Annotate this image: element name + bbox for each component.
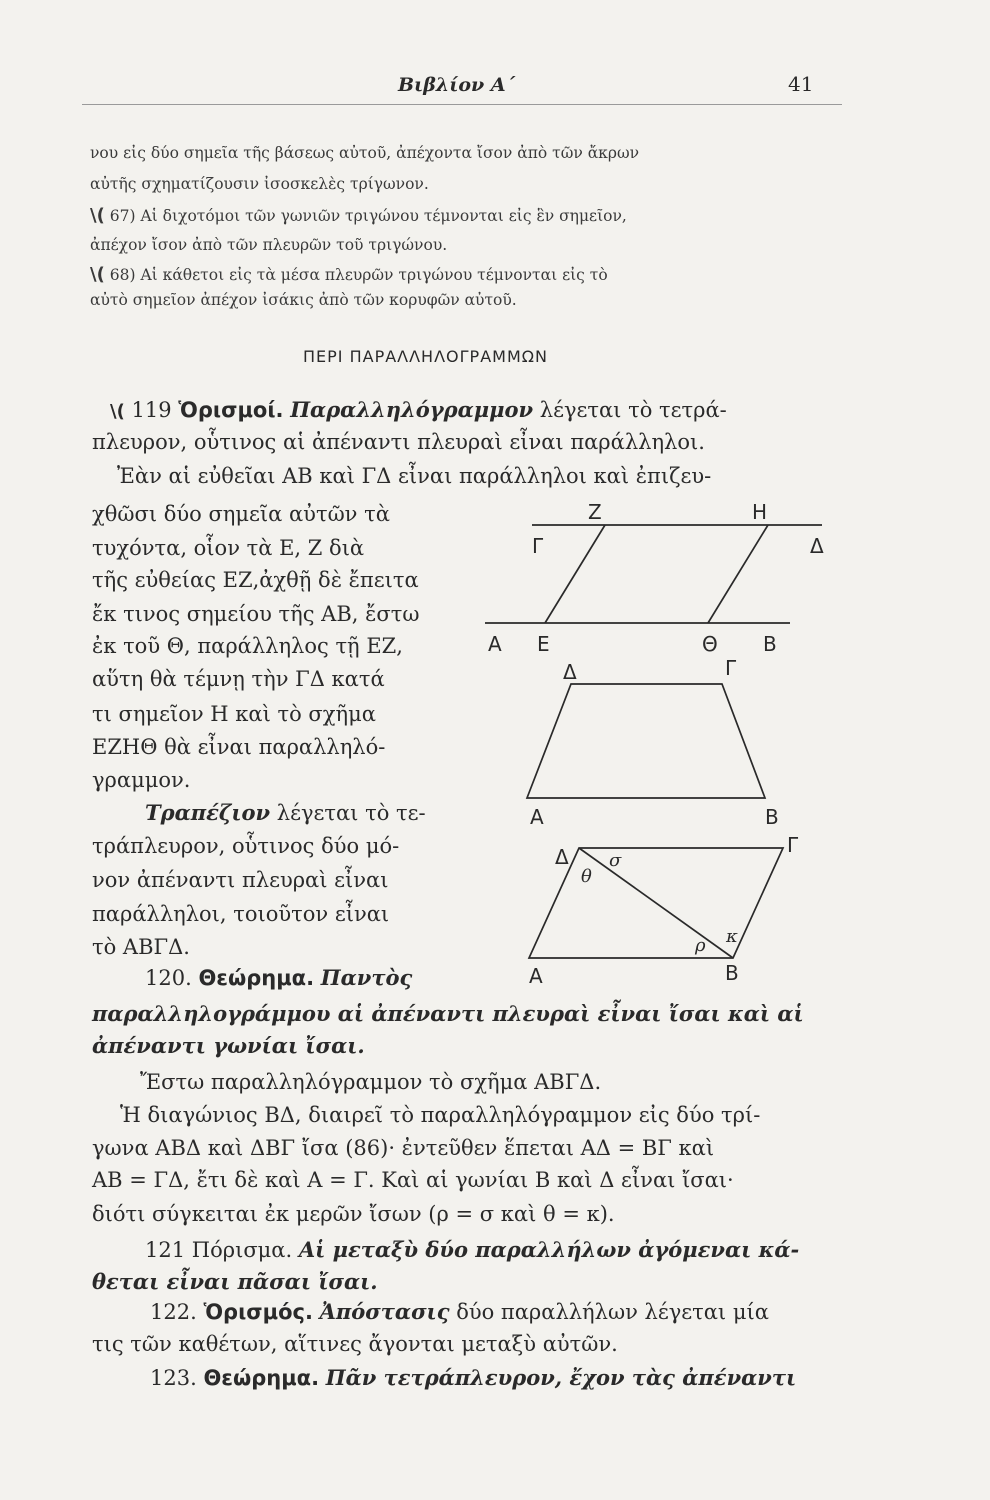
label-A: Α (488, 632, 502, 656)
exercise-line: ἀπέχον ἴσον ἀπὸ τῶν πλευρῶν τοῦ τριγώνου. (90, 236, 448, 254)
exercise-line: αὐτὸ σημεῖον ἀπέχον ἰσάκις ἀπὸ τῶν κορυφῶν αὐτοῦ. (90, 291, 517, 309)
text-line: τῆς εὐθείας ΕΖ,ἀχθῇ δὲ ἔπειτα (92, 568, 419, 592)
proof-line: Ἡ διαγώνιος ΒΔ, διαιρεῖ τὸ παραλληλόγραμμον εἰς δύο τρί- (120, 1103, 761, 1127)
figure-parallelogram-construction (470, 495, 840, 665)
handwritten-check-mark: \( (90, 264, 105, 285)
text-line: τις τῶν καθέτων, αἵτινες ἄγονται μεταξὺ αὐτῶν. (92, 1332, 618, 1356)
text-line: τράπλευρον, οὗτινος δύο μό- (92, 834, 400, 858)
diagonal-BD (579, 848, 733, 958)
definition-122: 122. Ὁρισμός. Ἀπόστασις δύο παραλλήλων λέγεται μία (150, 1299, 769, 1324)
text-line: γραμμον. (92, 768, 191, 792)
running-header: Βιβλίον Α΄ (398, 74, 516, 96)
proof-line: ΑΒ = ΓΔ, ἔτι δὲ καὶ Α = Γ. Καὶ αἱ γωνίαι Β καὶ Δ εἶναι ἴσαι· (92, 1168, 734, 1192)
label-Gamma: Γ (532, 534, 544, 558)
section-title: ΠΕΡΙ ΠΑΡΑΛΛΗΛΟΓΡΑΜΜΩΝ (303, 347, 548, 366)
figure-parallelogram-diagonal (515, 830, 815, 990)
trapezoid-ABGD (527, 684, 765, 798)
text-line: τι σημεῖον Η καὶ τὸ σχῆμα (92, 702, 376, 726)
segment-EZ (545, 525, 605, 623)
text-line: τυχόντα, οἷον τὰ Ε, Ζ διὰ (92, 536, 365, 560)
proof-line: Ἔστω παραλληλόγραμμον τὸ σχῆμα ΑΒΓΔ. (140, 1070, 602, 1094)
angle-theta: θ (581, 866, 592, 887)
theorem-statement: ἀπέναντι γωνίαι ἴσαι. (92, 1033, 365, 1058)
handwritten-check-mark: \( (110, 401, 125, 422)
label-Z: Z (588, 500, 602, 524)
exercise-line: αὐτῆς σχηματίζουσιν ἰσοσκελὲς τρίγωνον. (90, 175, 429, 193)
label-Delta: Δ (555, 845, 569, 869)
definition-119: \( 119 Ὁρισμοί. Παραλληλόγραμμον λέγεται τὸ τετρά- (110, 397, 727, 422)
text-line: νον ἀπέναντι πλευραὶ εἶναι (92, 868, 389, 892)
label-B: Β (765, 805, 779, 829)
text-line: παράλληλοι, τοιοῦτον εἶναι (92, 902, 390, 926)
text-line: χθῶσι δύο σημεῖα αὐτῶν τὰ (92, 502, 390, 526)
label-B: Β (763, 632, 777, 656)
text-line: ἔκ τινος σημείου τῆς ΑΒ, ἔστω (92, 602, 420, 626)
handwritten-check-mark: \( (90, 205, 105, 226)
angle-sigma: σ (609, 850, 622, 871)
text-line: αὕτη θὰ τέμνῃ τὴν ΓΔ κατά (92, 667, 385, 691)
figure-trapezoid (515, 656, 815, 830)
text-line: ἐκ τοῦ Θ, παράλληλος τῇ ΕΖ, (92, 634, 403, 658)
text-line: ΕΖΗΘ θὰ εἶναι παραλληλό- (92, 735, 386, 759)
page-number: 41 (788, 72, 814, 96)
label-H: H (752, 500, 768, 524)
corollary-text: θεται εἶναι πᾶσαι ἴσαι. (92, 1269, 378, 1294)
corollary-121: 121 Πόρισμα. Αἱ μεταξὺ δύο παραλλήλων ἀγόμεναι κά- (145, 1237, 800, 1262)
text-line: τὸ ΑΒΓΔ. (92, 935, 190, 959)
exercise-67: \( 67) Αἱ διχοτόμοι τῶν γωνιῶν τριγώνου τέμνονται εἰς ἓν σημεῖον, (90, 205, 627, 226)
label-Gamma: Γ (787, 833, 799, 857)
theorem-120: 120. Θεώρημα. Παντὸς (145, 965, 413, 990)
text-line: Ἐὰν αἱ εὐθεῖαι ΑΒ καὶ ΓΔ εἶναι παράλληλοι καὶ ἐπιζευ- (117, 464, 712, 488)
label-Delta: Δ (810, 534, 824, 558)
angle-kappa: κ (726, 926, 738, 947)
proof-line: γωνα ΑΒΔ καὶ ΔΒΓ ἴσα (86)· ἐντεῦθεν ἕπεται ΑΔ = ΒΓ καὶ (92, 1136, 715, 1160)
angle-rho: ρ (695, 935, 706, 956)
trapezoid-definition: Τραπέζιον λέγεται τὸ τε- (145, 800, 426, 825)
theorem-statement: παραλληλογράμμου αἱ ἀπέναντι πλευραὶ εἶναι ἴσαι καὶ αἱ (92, 1001, 804, 1026)
exercise-line: νου εἰς δύο σημεῖα τῆς βάσεως αὐτοῦ, ἀπέχοντα ἴσον ἀπὸ τῶν ἄκρων (90, 144, 640, 162)
label-A: Α (529, 964, 543, 988)
label-E: Ε (537, 632, 550, 656)
theorem-123: 123. Θεώρημα. Πᾶν τετράπλευρον, ἔχον τὰς ἀπέναντι (150, 1365, 797, 1390)
label-Gamma: Γ (725, 656, 737, 680)
label-Delta: Δ (563, 660, 577, 684)
segment-ThetaH (708, 525, 768, 623)
label-B: Β (725, 961, 739, 985)
proof-line: διότι σύγκειται ἐκ μερῶν ἴσων (ρ = σ καὶ θ = κ). (92, 1202, 615, 1226)
label-Theta: Θ (702, 632, 718, 656)
label-A: Α (530, 805, 544, 829)
text-line: πλευρον, οὗτινος αἱ ἀπέναντι πλευραὶ εἶναι παράλληλοι. (92, 430, 705, 454)
header-rule (82, 104, 842, 105)
exercise-68: \( 68) Αἱ κάθετοι εἰς τὰ μέσα πλευρῶν τριγώνου τέμνονται εἰς τὸ (90, 264, 608, 285)
